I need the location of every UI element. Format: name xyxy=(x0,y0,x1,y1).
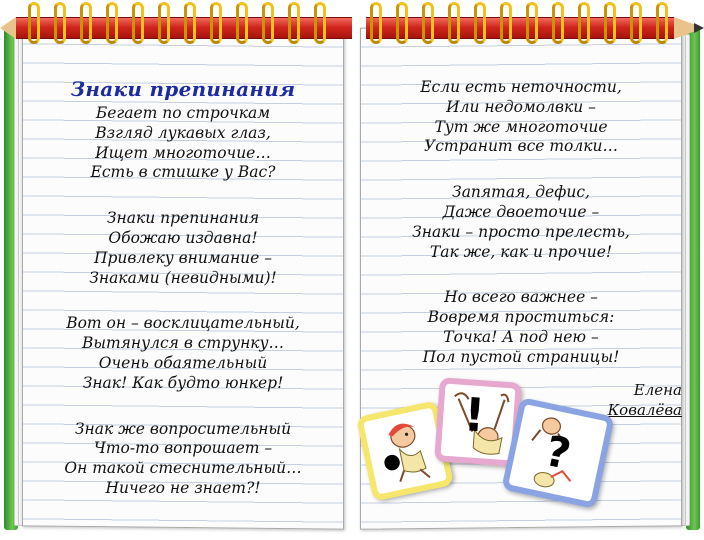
spiral-ring-icon xyxy=(604,2,616,44)
poem-line: Ищет многоточие… xyxy=(95,143,271,162)
spiral-ring-icon xyxy=(288,2,300,44)
spiral-ring-icon xyxy=(578,2,590,44)
author-last-name: Ковалёва xyxy=(607,401,682,419)
poem-line: Обожаю издавна! xyxy=(108,228,258,247)
spiral-ring-icon xyxy=(210,2,222,44)
spiral-ring-icon xyxy=(262,2,274,44)
poem-line: Знак же вопросительный xyxy=(74,419,292,438)
spiral-ring-icon xyxy=(80,2,92,44)
poem-line: Очень обаятельный xyxy=(98,353,268,372)
poem-line: Устранит все толки… xyxy=(424,137,618,156)
poem-line: Если есть неточности, xyxy=(420,78,622,96)
spiral-ring-icon xyxy=(396,2,408,44)
spiral-ring-icon xyxy=(448,2,460,44)
spiral-ring-icon xyxy=(314,2,326,44)
period-mark: • xyxy=(373,436,412,493)
spiral-ring-icon xyxy=(422,2,434,44)
spiral-ring-icon xyxy=(236,2,248,44)
poem-line: Есть в стишке у Вас? xyxy=(90,163,276,182)
right-poem-text xyxy=(360,78,682,368)
left-poem-text xyxy=(22,104,344,499)
poem-line: Пол пустой страницы! xyxy=(422,347,620,366)
poem-line: Даже двоеточие – xyxy=(442,202,600,221)
poem-line: Бегает по строчкам xyxy=(95,104,271,122)
spiral-ring-icon xyxy=(106,2,118,44)
poem-line: Знак! Как будто юнкер! xyxy=(82,373,284,392)
spiral-ring-icon xyxy=(474,2,486,44)
poem-line: Тут же многоточие xyxy=(434,117,608,136)
poem-line: Но всего важнее – xyxy=(444,288,598,307)
exclamation-mark: ! xyxy=(462,387,487,443)
poem-line: Что-то вопрошает – xyxy=(93,439,273,458)
spiral-ring-icon xyxy=(54,2,66,44)
poem-line: Вовремя проститься: xyxy=(427,308,615,327)
poem-line: Взгляд лукавых глаз, xyxy=(95,123,271,142)
spiral-ring-icon xyxy=(370,2,382,44)
spiral-ring-icon xyxy=(656,2,668,44)
spiral-ring-icon xyxy=(500,2,512,44)
spiral-ring-icon xyxy=(630,2,642,44)
spiral-ring-icon xyxy=(158,2,170,44)
poem-title: Знаки препинания xyxy=(70,77,296,101)
spiral-ring-icon xyxy=(552,2,564,44)
poem-line: Знаки – просто прелесть, xyxy=(412,222,630,241)
poem-line: Или недомолвки – xyxy=(446,97,596,116)
poem-line: Знаками (невидными)! xyxy=(89,268,277,287)
spiral-ring-icon xyxy=(184,2,196,44)
poem-line: Привлеку внимание – xyxy=(93,248,272,267)
spiral-ring-icon xyxy=(28,2,40,44)
poem-line: Запятая, дефис, xyxy=(452,183,590,202)
question-mark: ? xyxy=(541,426,576,480)
poem-line: Так же, как и прочие! xyxy=(429,242,613,261)
card-question xyxy=(501,397,614,509)
poem-line: Он такой стеснительный… xyxy=(64,459,302,478)
poem-line: Ничего не знает?! xyxy=(105,478,261,497)
poem-line: Знаки препинания xyxy=(106,209,260,228)
author-first-name: Елена xyxy=(633,381,682,399)
spiral-ring-icon xyxy=(526,2,538,44)
poem-line: Точка! А под нею – xyxy=(443,327,599,346)
poem-line: Вот он – восклицательный, xyxy=(66,314,300,333)
poem-line: Вытянулся в струнку… xyxy=(81,334,285,353)
spiral-ring-icon xyxy=(132,2,144,44)
